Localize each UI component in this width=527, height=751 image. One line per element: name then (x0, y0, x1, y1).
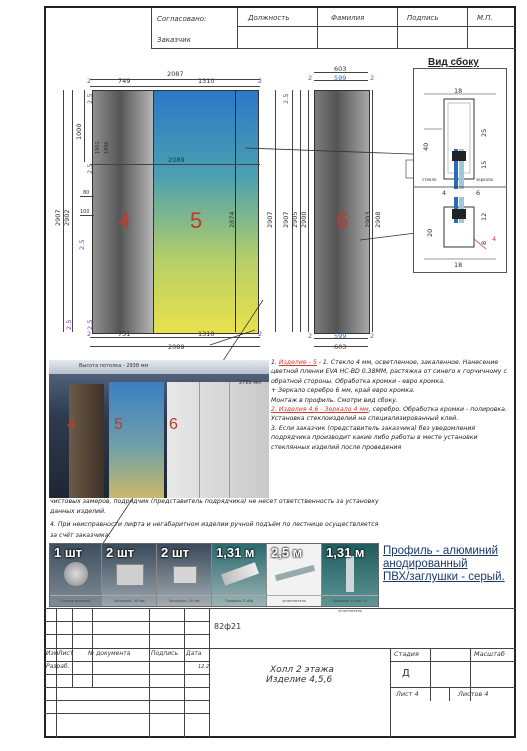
dim-p6-left-2907: 2907 (282, 211, 290, 228)
drawing-code: 82ф21 (214, 622, 242, 631)
tb-developed: Разраб. (46, 663, 70, 670)
door-stopper-icon (64, 562, 88, 586)
dim-p6-edge-3: 2 (308, 332, 313, 340)
part-profile-40: 1,31 м Профиль 40 мм +2 уплотнитель (322, 544, 378, 606)
dim-p6-bottom-total: 603 (334, 343, 347, 351)
dim-p6-top-inner: 599 (334, 74, 347, 82)
side-label-glass: стекло (422, 177, 437, 182)
note-3-cont: чистовых замеров, подрядчик (представитель подрядчика) не несет ответственность за установку (50, 498, 379, 505)
side-label-mirror: зеркало (476, 177, 493, 182)
side-dim-18-bottom: 18 (454, 261, 463, 269)
note-3: 3. Если заказчик (представитель заказчика) без уведомления подрядчика производит какие либо работы в месте установки стеклянных изделий после проведения (271, 424, 478, 451)
dim-left-edge-2: 2.5 (86, 163, 94, 174)
dim-mid-2089: 2089 (168, 156, 185, 164)
dim-top-1310: 1310 (198, 77, 215, 85)
dim-top-749: 749 (118, 77, 131, 85)
tb-stage-label: Стадия (394, 650, 419, 658)
dim-p6-right-2903: 2903 (364, 211, 372, 228)
note-2: 2. Изделия 4,6 - Зеркало 4 мм, серебро. Обработка кромки - полировка. Установка стеклоизделий на специализированный клей. (271, 406, 507, 423)
photo-label-6: 6 (169, 416, 178, 433)
dim-left-2907: 2907 (54, 209, 62, 226)
panel-label-6: 6 (336, 208, 349, 233)
parts-strip (49, 543, 379, 613)
dim-right-2907: 2907 (266, 211, 274, 228)
dim-p6-bottom-inner: 599 (334, 332, 347, 340)
dim-bottom-1310: 1310 (198, 330, 215, 338)
dim-top-edge-right: 2 (258, 77, 263, 85)
approval-agreed-label: Согласовано: (157, 15, 207, 23)
side-dim-18-top: 18 (454, 87, 463, 95)
dim-p6-left-2900: 2900 (300, 211, 308, 228)
end-cap-icon (116, 564, 144, 586)
dim-right-2874: 2874 (228, 211, 236, 228)
dim-p6-edge-1: 2 (308, 74, 313, 82)
note-1: 1. Изделие - 5 - 1. Стекло 4 мм, осветленное, закаленное. Нанесение цветной пленки EVA HC-BD 0.38ММ, растяжка от синего к горчичному с обратной стороны. Обработка кромки - евро кромка. (271, 359, 507, 385)
side-dim-6: 6 (476, 189, 481, 197)
approval-col-surname: Фамилия (331, 14, 365, 22)
approval-col-signature: Подпись (407, 14, 439, 22)
dim-top-edge-left: 2 (87, 77, 92, 85)
tb-sheets-total: Листов 4 (458, 690, 489, 698)
spec-notes (271, 358, 507, 452)
dim-left-1901: 1901 (95, 141, 101, 154)
dim-p6-top-total: 603 (334, 65, 347, 73)
side-dim-4-red: 4 (492, 235, 497, 243)
side-dim-8: 8 (480, 240, 488, 245)
part-seal: 2,5 м уплотнитель (267, 544, 322, 606)
tb-title-1: Холл 2 этажа (270, 665, 334, 675)
side-dim-4: 4 (442, 189, 447, 197)
approval-col-stamp: М.П. (477, 14, 493, 22)
side-dim-15: 15 (480, 160, 488, 169)
dim-left-1896: 1896 (104, 141, 110, 154)
photo-label-4: 4 (67, 416, 76, 433)
dim-left-1000: 1000 (75, 123, 83, 140)
tb-date-value: 12.2 (198, 664, 210, 670)
photo-caption-right: 2760 мм (239, 380, 261, 386)
photo-caption-left: Высота потолка - 2938 мм (79, 363, 149, 369)
dim-p6-right-2908: 2908 (374, 211, 382, 228)
part-end-cap: 2 шт Заглушка, 40 мм (102, 544, 157, 606)
panel-label-5: 5 (190, 208, 203, 233)
approval-col-position: Должность (248, 14, 290, 22)
u-profile-icon (221, 562, 259, 586)
approval-customer-label: Заказчик (157, 36, 191, 44)
note-1c: Монтаж в профиль. Смотри вид сбоку. (271, 396, 398, 404)
tb-h-sheet: Лист (58, 650, 74, 657)
dim-p6-left-2905: 2905 (291, 211, 299, 228)
photo-label-5: 5 (114, 416, 123, 433)
side-dim-20: 20 (426, 228, 434, 237)
dim-left-edge-3: 2.5 (78, 239, 86, 250)
profile-material-note: Профиль - алюминий анодированный ПВХ/заглушки - серый. (383, 545, 505, 583)
dim-left-edge-1: 2.5 (86, 93, 94, 104)
dim-top-total: 2087 (167, 70, 184, 78)
seal-icon (275, 565, 315, 581)
note-1b: + Зеркало серебро 6 мм, край евро кромка. (271, 387, 415, 395)
tb-scale-label: Масштаб (474, 650, 505, 658)
tb-h-date: Дата (186, 650, 202, 657)
tb-h-doc: № документа (88, 650, 131, 657)
side-dim-12: 12 (480, 212, 488, 221)
tb-h-change: Изм (46, 650, 59, 657)
tb-title-2: Изделие 4,5,6 (266, 675, 333, 685)
dim-left-2902: 2902 (63, 209, 71, 226)
note-2-item: 2. Изделия 4,6 - Зеркало 4 мм (271, 406, 369, 414)
part-door-stopper: 1 шт Стопор дверной (50, 544, 102, 606)
dim-right-edge: 2.5 (282, 93, 290, 104)
side-dim-25: 25 (480, 128, 488, 137)
part-end-cap-small: 2 шт Заглушка, 18 мм (157, 544, 212, 606)
note-3-end: данных изделий. (50, 508, 107, 515)
note-1-item: Изделие - 5 (278, 359, 317, 366)
profile-40-icon (346, 556, 354, 592)
dim-bottom-751: 751 (118, 330, 131, 338)
dim-p6-edge-4: 2 (370, 332, 375, 340)
tb-sheet-number: Лист 4 (396, 690, 419, 698)
side-view (413, 57, 507, 273)
part-u-profile: 1,31 м Профиль П-обр (212, 544, 267, 606)
end-cap-small-icon (173, 566, 197, 584)
title-block (44, 608, 516, 738)
dim-bottom-edge-left: 2 (87, 330, 92, 338)
dim-small-80: 80 (83, 190, 90, 196)
side-dim-40: 40 (422, 142, 430, 151)
tb-h-sign: Подпись (151, 650, 178, 657)
dim-left-edge-4: 2.5 (65, 319, 73, 330)
dim-bottom-edge-right: 2 (258, 330, 263, 338)
dim-small-100: 100 (80, 209, 90, 215)
tb-stage-value: Д (402, 668, 410, 679)
side-view-title: Вид сбоку (428, 57, 479, 68)
note-4-end: за счёт заказчика. (50, 532, 111, 539)
dim-p6-edge-2: 2 (370, 74, 375, 82)
panel-label-4: 4 (118, 208, 131, 233)
interior-photo (49, 360, 269, 498)
dim-bottom-total: 2089 (168, 343, 185, 351)
note-4: 4. При неисправности лифта и негабаритном изделии ручной подъём по лестнице осуществляется (50, 521, 379, 528)
dim-left-edge-5: 2.5 (86, 319, 94, 330)
